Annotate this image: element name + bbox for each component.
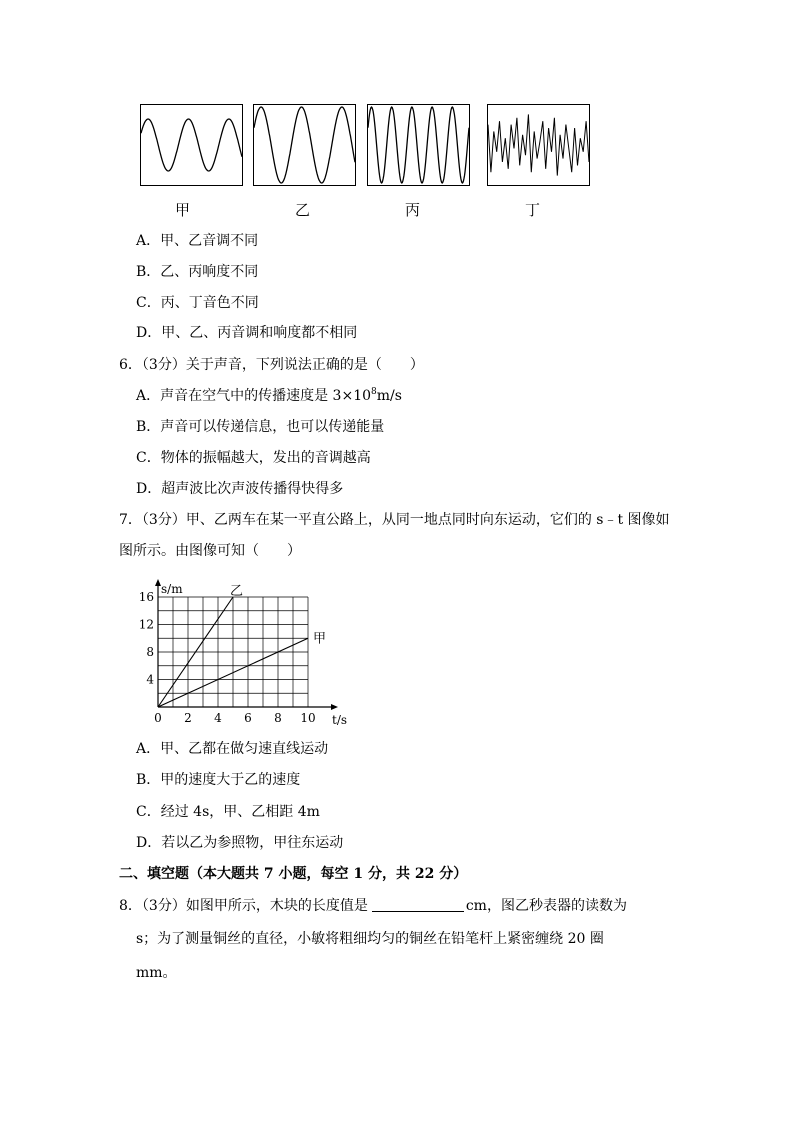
y-tick-label: 8 <box>146 645 154 659</box>
q5-option-b: B．乙、丙响度不同 <box>136 264 259 280</box>
x-tick-label: 2 <box>184 711 192 725</box>
q8-answer-blank <box>372 899 464 912</box>
q7-stem-line1: 7．（3分）甲、乙两车在某一平直公路上，从同一地点同时向东运动，它们的 s﹣t 图像如 <box>119 512 670 528</box>
waveform-ding-curve <box>488 114 589 175</box>
q7-option-d: D．若以乙为参照物，甲往东运动 <box>136 835 344 851</box>
q7-stem-line2: 图所示。由图像可知（ ） <box>119 543 301 559</box>
y-tick-label: 4 <box>146 672 154 687</box>
waveform-ding <box>487 104 590 186</box>
q6-option-a-unit: m/s <box>376 388 402 404</box>
x-tick-label: 6 <box>244 711 252 725</box>
q8-line1 <box>119 895 627 915</box>
q6-stem: 6．（3分）关于声音，下列说法正确的是（ ） <box>119 357 424 373</box>
series-label-1: 甲 <box>313 631 327 647</box>
wave-label-ding: 丁 <box>525 201 541 219</box>
x-axis-arrow <box>331 704 338 710</box>
waveform-yi-curve <box>254 107 355 183</box>
chart-series <box>158 584 326 707</box>
q6-option-a-exponent: 8 <box>371 387 377 397</box>
waveform-bing <box>367 104 470 186</box>
x-tick-label: 10 <box>300 711 316 725</box>
st-chart <box>140 575 360 725</box>
waveform-bing-curve <box>368 107 469 183</box>
q8-line1-post: cm，图乙秒表器的读数为 <box>465 898 627 914</box>
x-tick-label: 4 <box>214 711 222 725</box>
q6-option-b: B．声音可以传递信息，也可以传递能量 <box>136 419 385 435</box>
q6-option-c: C．物体的振幅越大，发出的音调越高 <box>136 450 371 466</box>
q8-line3: mm。 <box>136 965 177 981</box>
section2-title: 二、填空题（本大题共 7 小题，每空 1 分，共 22 分） <box>119 866 468 882</box>
wave-label-jia: 甲 <box>175 201 191 219</box>
q7-option-c: C．经过 4s，甲、乙相距 4m <box>136 804 320 820</box>
q6-option-a <box>136 385 402 405</box>
q5-option-a: A．甲、乙音调不同 <box>136 233 259 249</box>
q5-option-c: C．丙、丁音色不同 <box>136 295 259 311</box>
q7-option-a: A．甲、乙都在做匀速直线运动 <box>136 741 329 757</box>
q7-option-b: B．甲的速度大于乙的速度 <box>136 772 301 788</box>
q8-line2: s；为了测量铜丝的直径，小敏将粗细均匀的铜丝在铅笔杆上紧密缠绕 20 圈 <box>136 931 604 947</box>
q6-option-a-text: A．声音在空气中的传播速度是 3×10 <box>136 388 372 404</box>
x-tick-label: 0 <box>154 711 162 725</box>
chart-grid <box>158 597 308 707</box>
y-tick-label: 12 <box>138 617 154 632</box>
q5-option-d: D．甲、乙、丙音调和响度都不相同 <box>136 325 358 341</box>
x-tick-label: 8 <box>274 711 282 725</box>
series-label-0: 乙 <box>230 584 244 599</box>
q6-option-d: D．超声波比次声波传播得快得多 <box>136 481 344 497</box>
chart-y-label: s/m <box>161 582 183 596</box>
chart-axes <box>155 579 338 710</box>
waveform-jia-curve <box>141 119 242 171</box>
chart-ticks <box>139 590 316 725</box>
chart-x-label: t/s <box>332 713 348 727</box>
y-tick-label: 16 <box>138 590 154 604</box>
q8-line1-pre: 8．（3分）如图甲所示，木块的长度值是 <box>119 898 368 914</box>
wave-label-yi: 乙 <box>295 201 311 219</box>
waveform-yi <box>253 104 356 186</box>
wave-label-bing: 丙 <box>405 201 421 219</box>
waveform-jia <box>140 104 243 186</box>
